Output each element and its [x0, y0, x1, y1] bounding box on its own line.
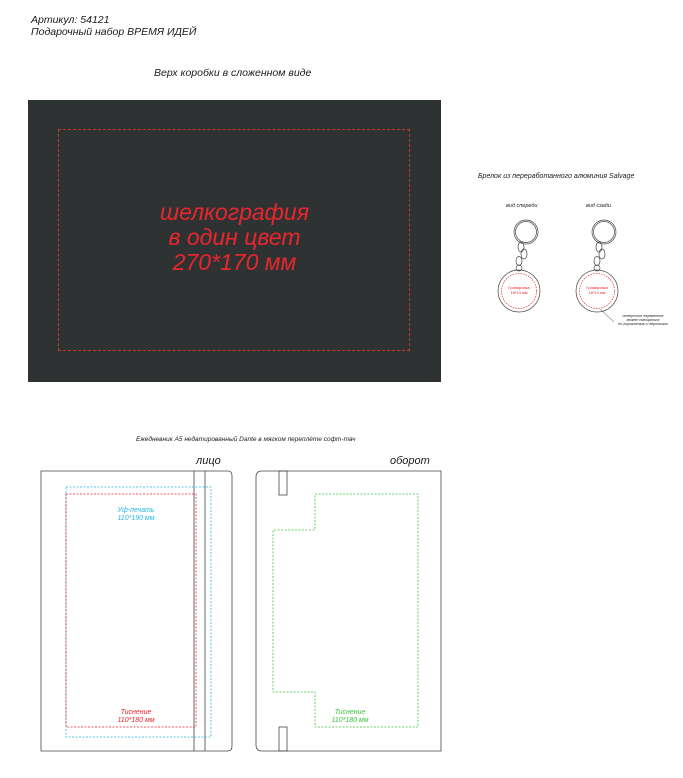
notebook-uv-line-1: Уф-печать	[117, 507, 155, 514]
notebook-back-emboss-label	[310, 709, 390, 725]
keychain-front-ring	[514, 220, 538, 244]
notebook-uv-label	[96, 507, 176, 523]
keychain-note-line-3: по горизонтали и вертикали	[618, 322, 668, 327]
notebook-back-band-bottom	[279, 727, 287, 751]
box-print-line-1: шелкография	[160, 199, 309, 225]
keychain-back-engrave-line-1: Гравировка	[586, 285, 608, 290]
keychain-caption: Брелок из переработанного алюминия Salvage	[478, 173, 635, 180]
keychain-note-line-1: отверстие переменное	[622, 314, 664, 318]
box-caption: Верх коробки в сложенном виде	[154, 67, 312, 79]
article-number: Артикул: 54121	[31, 14, 110, 26]
product-name: Подарочный набор ВРЕМЯ ИДЕЙ	[31, 26, 197, 38]
keychain-front-engrave-line-2: 18*14 мм	[510, 290, 528, 295]
box-print-line-3: 270*170 мм	[172, 249, 297, 275]
notebook-front-emboss-label	[96, 709, 176, 725]
keychain-front-link	[518, 242, 524, 252]
keychain-hole-note	[614, 314, 672, 327]
keychain-note-leader	[600, 309, 614, 322]
notebook-front-emboss-area	[66, 494, 196, 727]
notebook-caption: Ежедневник А5 недатированный Dante в мягком переплёте софт-тач	[136, 436, 356, 443]
notebook-back-emboss-line-2: 110*180 мм	[331, 717, 369, 724]
notebook-uv-area	[66, 487, 211, 737]
notebook-uv-line-2: 110*190 мм	[117, 515, 155, 522]
notebook-front-label: лицо	[196, 455, 221, 467]
box-print-line-2: в один цвет	[168, 224, 301, 250]
keychain-back-ring	[592, 220, 616, 244]
keychain-back-drawing	[576, 220, 618, 322]
keychain-back-engrave-line-2: 18*14 мм	[588, 290, 606, 295]
notebook-front-emboss-line-2: 110*180 мм	[117, 717, 155, 724]
keychain-front-label: вид спереди	[506, 203, 538, 209]
keychain-front-engrave-line-1: Гравировка	[508, 285, 530, 290]
notebook-back-emboss-line-1: Тиснение	[334, 709, 366, 716]
keychain-front-engrave	[502, 285, 536, 295]
notebook-back-band-top	[279, 471, 287, 495]
keychain-back-engrave	[580, 285, 614, 295]
notebook-front-emboss-line-1: Тиснение	[120, 709, 152, 716]
keychain-front-drawing	[498, 220, 540, 312]
keychain-back-label: вид сзади	[586, 203, 611, 209]
notebook-back-emboss-area	[273, 494, 418, 727]
notebook-back-label: оборот	[390, 455, 430, 467]
keychain-note-line-2: может смещаться	[626, 318, 660, 323]
